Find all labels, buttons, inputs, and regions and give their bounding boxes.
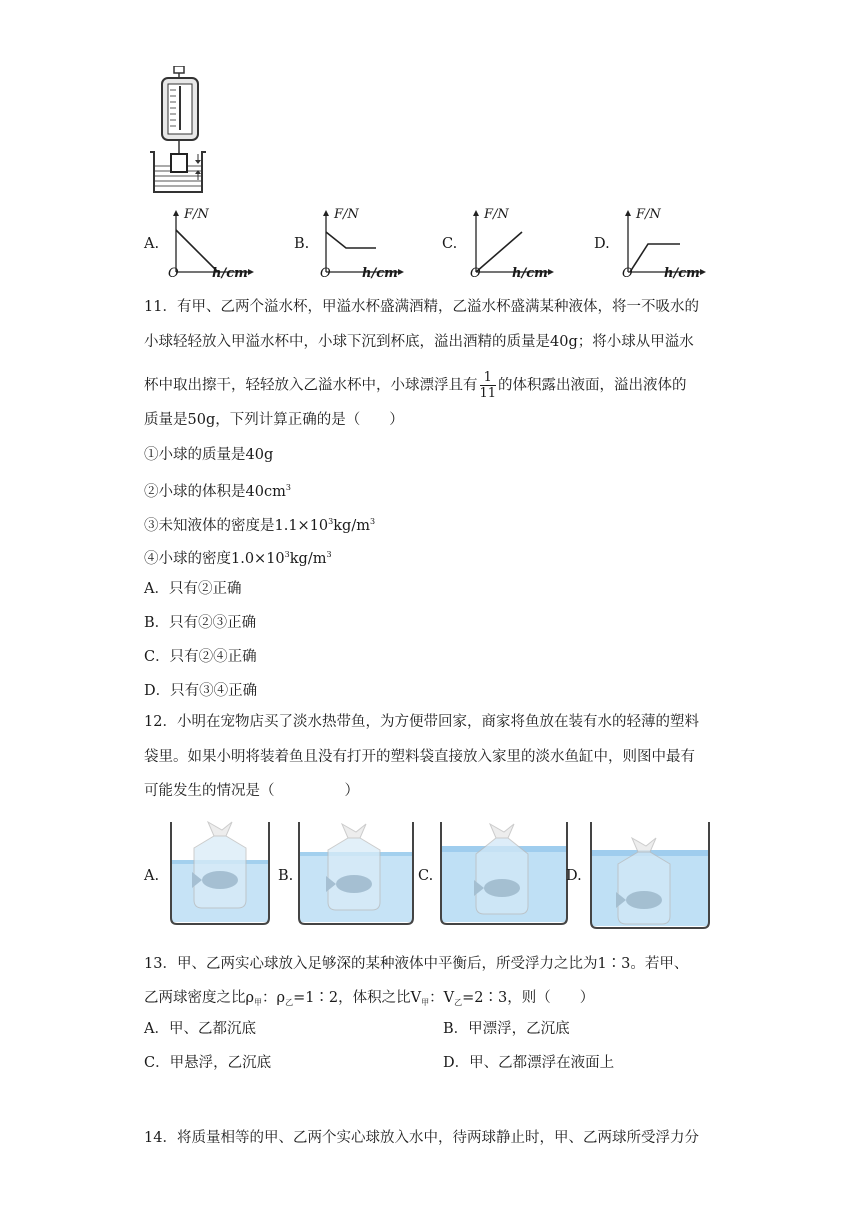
fish-bag-a: [192, 822, 246, 908]
q10-graph-b-ylabel: F/N: [334, 207, 359, 222]
q11-statement-2-sup: 3: [285, 483, 291, 492]
q13-line2-c: =1∶2，体积之比V: [293, 990, 422, 1006]
q11-statement-4-unit: kg/m: [289, 551, 327, 567]
q11-statement-2-text: ②小球的体积是40cm: [144, 484, 286, 500]
q12-stem-line2: 袋里。如果小明将装着鱼且没有打开的塑料袋直接放入家里的淡水鱼缸中，则图中最有: [144, 749, 695, 765]
q12-line3-close: ）: [344, 783, 359, 799]
q13-line2-b: ：ρ: [262, 990, 286, 1006]
q11-option-c[interactable]: C．只有②④正确: [144, 649, 257, 665]
q10-graph-d-xlabel: h/cm: [664, 266, 700, 281]
q11-fraction-numerator: 1: [480, 370, 497, 386]
q12-option-d-letter: D.: [566, 868, 582, 884]
q11-stem-line3: [144, 370, 687, 401]
q11-statement-3-unit: kg/m: [333, 518, 370, 534]
q13-option-c[interactable]: C．甲悬浮，乙沉底: [144, 1055, 272, 1071]
q11-option-b[interactable]: B．只有②③正确: [144, 615, 257, 631]
q12-tank-c: [436, 818, 572, 926]
q12-option-c-letter: C.: [418, 868, 434, 884]
q13-option-a[interactable]: A．甲、乙都沉底: [144, 1021, 256, 1037]
q11-statement-3-sup2: 3: [369, 517, 376, 526]
q11-statement-2: [144, 478, 291, 502]
q11-stem-line4: 质量是50g，下列计算正确的是（ ）: [144, 412, 404, 428]
q13-line2-a: 乙两球密度之比ρ: [144, 990, 255, 1006]
q10-graph-b-xlabel: h/cm: [362, 266, 398, 281]
q13-sub-yi-2: 乙: [454, 998, 463, 1007]
q12-stem-line1: 12．小明在宠物店买了淡水热带鱼，为方便带回家，商家将鱼放在装有水的轻薄的塑料: [144, 714, 699, 730]
q10-option-a-letter: A.: [144, 236, 160, 252]
q13-sub-jia-1: 甲: [254, 998, 263, 1007]
q11-option-d[interactable]: D．只有③④正确: [144, 683, 258, 699]
q13-option-b[interactable]: B．甲漂浮，乙沉底: [443, 1021, 570, 1037]
q11-statement-4: [144, 545, 332, 569]
q10-option-b-letter: B.: [294, 236, 310, 252]
q11-line3-suffix: 的体积露出液面，溢出液体的: [498, 377, 687, 394]
q10-graph-b-origin: O: [320, 266, 331, 281]
q12-tank-a: [166, 818, 274, 926]
q10-graph-a-ylabel: F/N: [184, 207, 209, 222]
q10-option-c-letter: C.: [442, 236, 458, 252]
q13-line2-e: =2∶3，则（ ）: [462, 990, 595, 1006]
q10-graph-d-origin: O: [622, 266, 633, 281]
q14-stem-line1: 14．将质量相等的甲、乙两个实心球放入水中，待两球静止时，甲、乙两球所受浮力分: [144, 1130, 699, 1146]
q10-option-d-letter: D.: [594, 236, 610, 252]
q12-tank-b: [294, 818, 418, 926]
q12-stem-line3: [144, 781, 359, 801]
spring-scale-apparatus-figure: [146, 66, 214, 194]
q13-stem-line2: [144, 988, 594, 1013]
q11-fraction-denominator: 11: [479, 386, 497, 401]
q10-graph-a-origin: O: [168, 266, 179, 281]
q12-option-a-letter: A.: [144, 868, 160, 884]
q13-stem-line1: 13．甲、乙两实心球放入足够深的某种液体中平衡后，所受浮力之比为1∶3。若甲、: [144, 956, 689, 972]
q11-statement-4-sup1: 3: [284, 550, 290, 559]
q11-fraction: [480, 370, 497, 401]
q11-statement-4-text: ④小球的密度1.0×10: [144, 551, 285, 567]
q13-option-d[interactable]: D．甲、乙都漂浮在液面上: [443, 1055, 615, 1071]
q11-statement-3-sup1: 3: [328, 517, 334, 526]
q11-option-a[interactable]: A．只有②正确: [144, 581, 242, 597]
q13-sub-jia-2: 甲: [421, 998, 430, 1007]
q10-graph-a-xlabel: h/cm: [212, 266, 248, 281]
q10-graph-d-ylabel: F/N: [636, 207, 661, 222]
q12-option-b-letter: B.: [278, 868, 294, 884]
q13-sub-yi-1: 乙: [285, 998, 294, 1007]
q11-stem-line2: 小球轻轻放入甲溢水杯中，小球下沉到杯底，溢出酒精的质量是40g；将小球从甲溢水: [144, 334, 694, 350]
q11-line3-prefix: 杯中取出擦干，轻轻放入乙溢水杯中，小球漂浮且有: [144, 377, 478, 394]
q11-statement-3-text: ③未知液体的密度是1.1×10: [144, 518, 329, 534]
q11-stem-line1: 11．有甲、乙两个溢水杯，甲溢水杯盛满酒精，乙溢水杯盛满某种液体，将一不吸水的: [144, 299, 699, 315]
q11-statement-4-sup2: 3: [326, 550, 332, 559]
q11-statement-3: [144, 512, 375, 536]
q10-graph-c-xlabel: h/cm: [512, 266, 548, 281]
q12-line3-text: 可能发生的情况是（: [144, 783, 275, 799]
q10-graph-c-ylabel: F/N: [484, 207, 509, 222]
q11-statement-1: ①小球的质量是40g: [144, 447, 274, 463]
q10-graph-c-origin: O: [470, 266, 481, 281]
q12-tank-d: [586, 818, 714, 930]
q13-line2-d: ：V: [429, 990, 455, 1006]
